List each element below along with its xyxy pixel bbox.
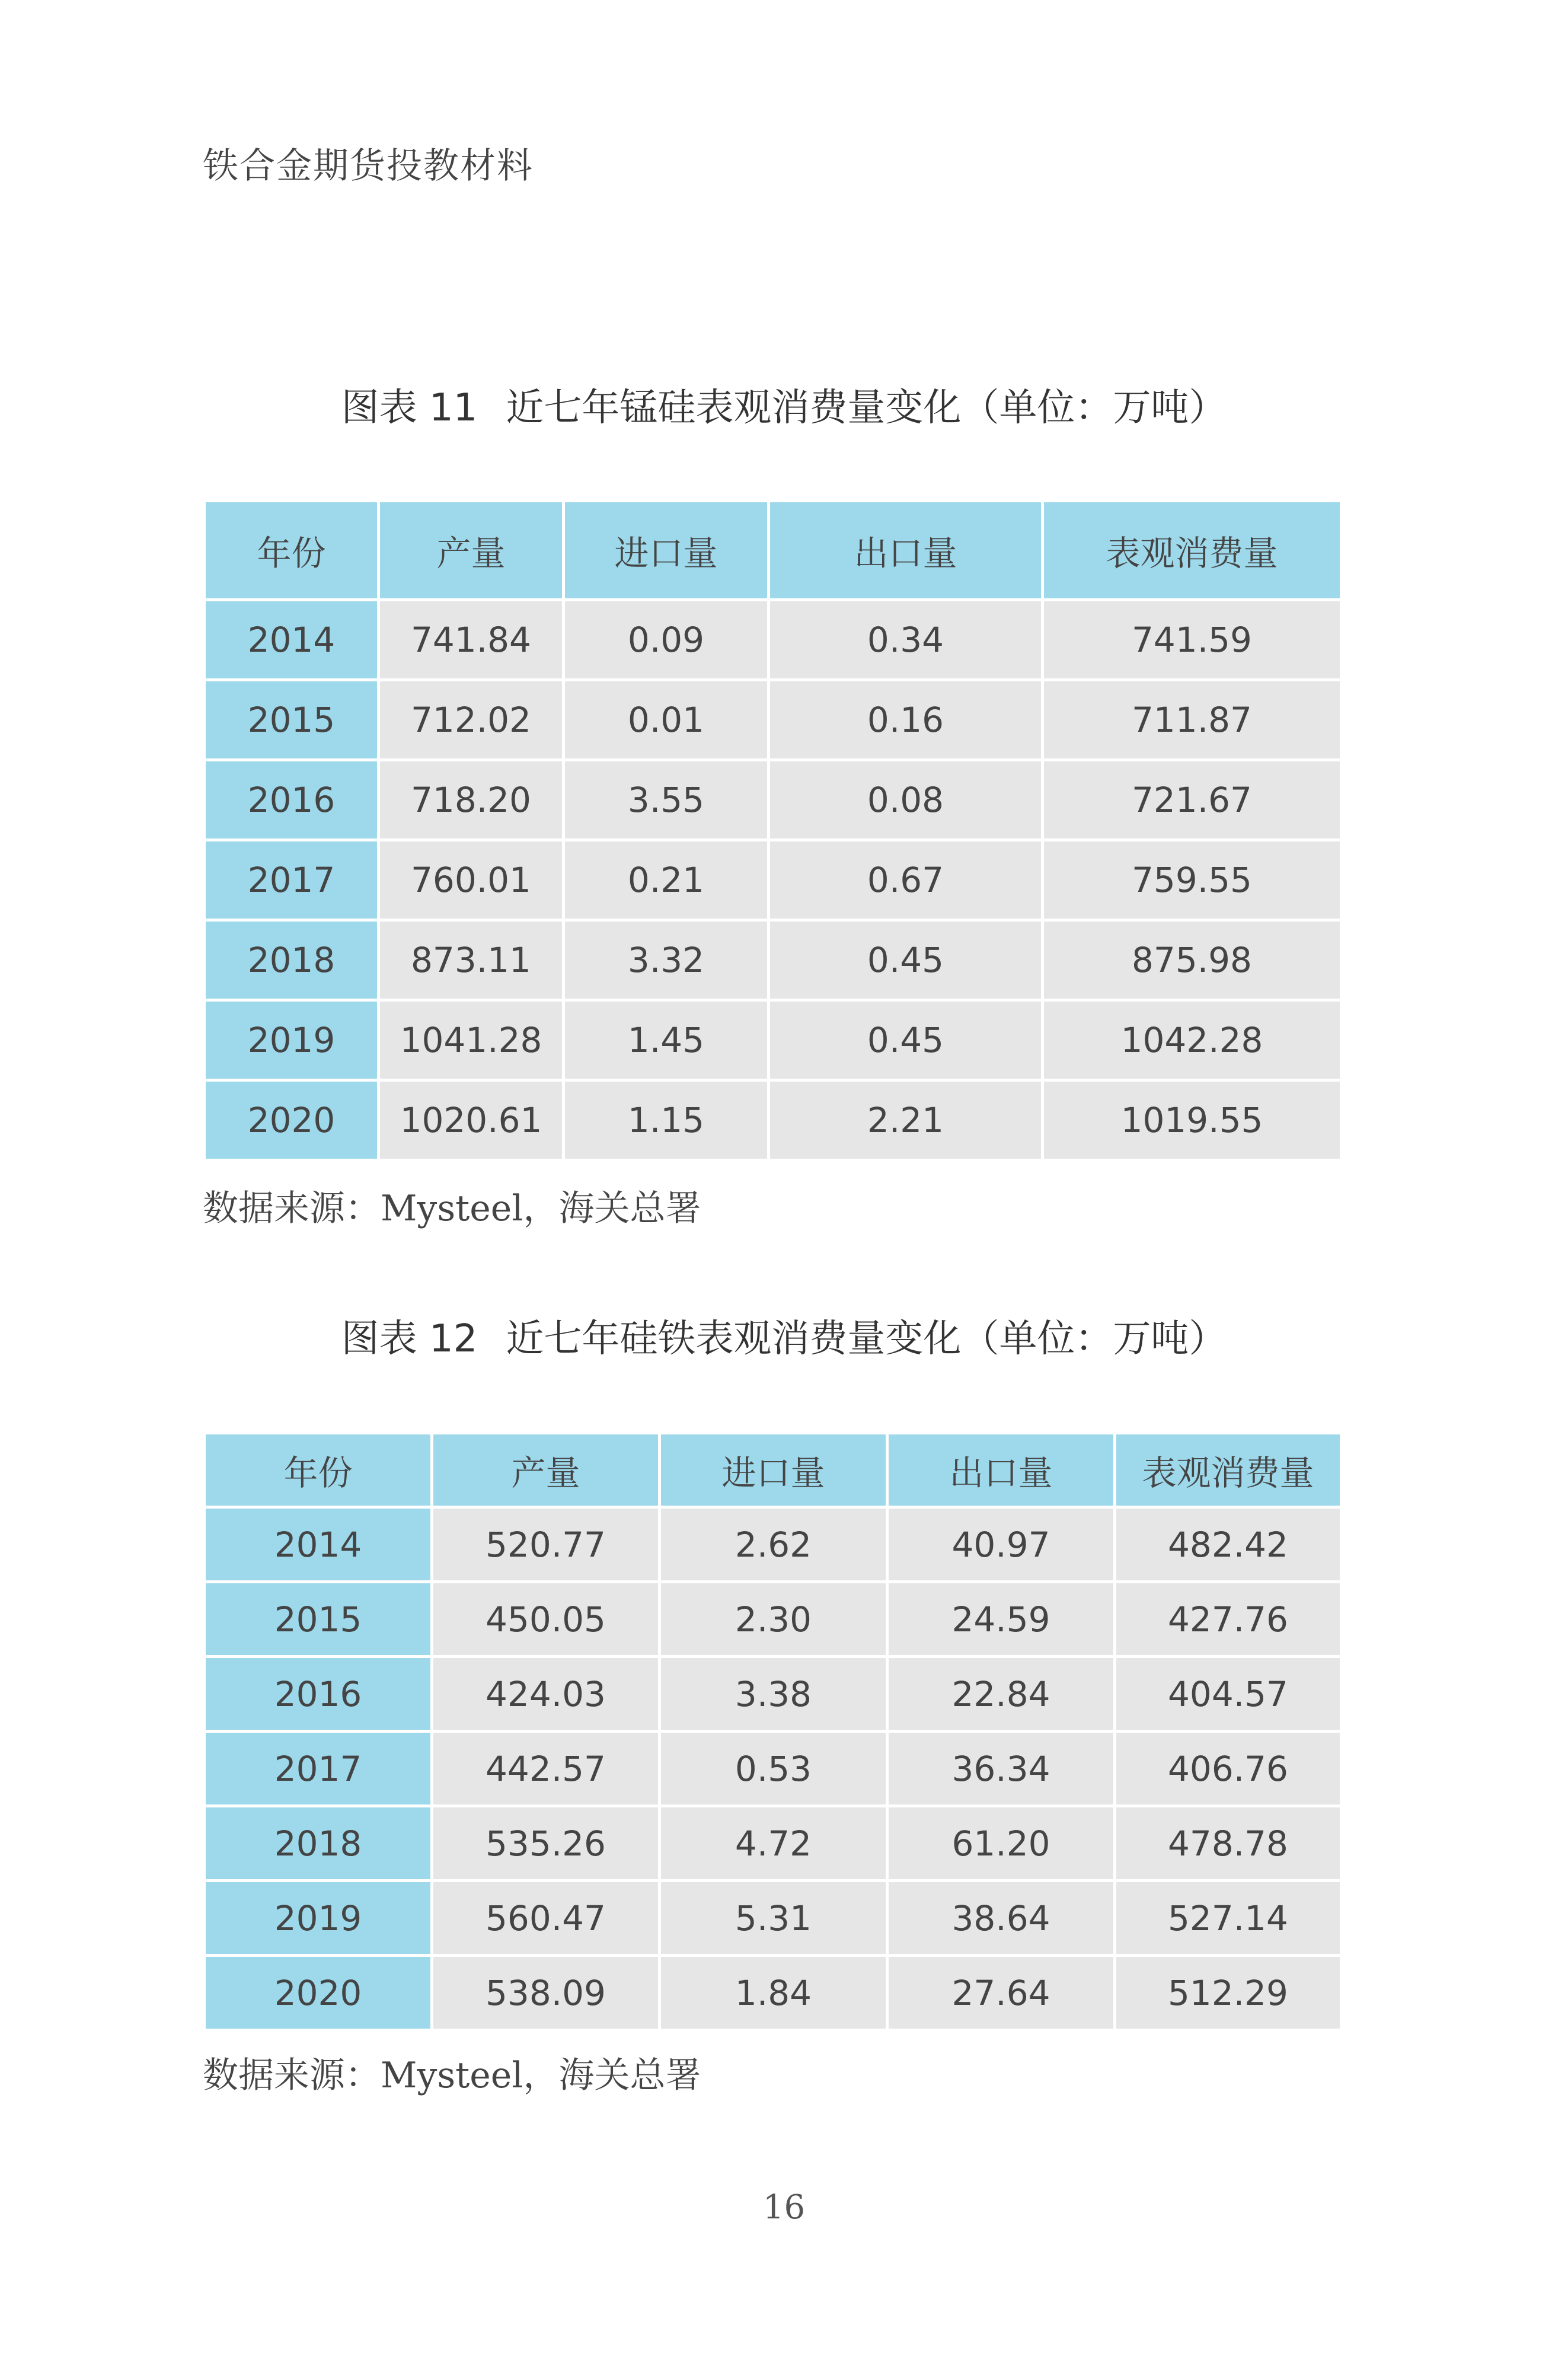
table2-source-note: 数据来源：Mysteel，海关总署 bbox=[203, 2055, 701, 2096]
column-header-year: 年份 bbox=[205, 1433, 432, 1507]
year-cell: 2020 bbox=[205, 1080, 379, 1160]
year-cell: 2014 bbox=[205, 600, 379, 680]
production-cell: 741.84 bbox=[379, 600, 564, 680]
import-cell: 3.38 bbox=[660, 1657, 887, 1732]
import-cell: 5.31 bbox=[660, 1881, 887, 1956]
table-row bbox=[205, 1657, 1342, 1732]
consumption-cell: 721.67 bbox=[1043, 760, 1342, 840]
import-cell: 3.32 bbox=[564, 920, 769, 1000]
column-header-import: 进口量 bbox=[564, 501, 769, 600]
production-cell: 535.26 bbox=[432, 1806, 660, 1881]
table1-source-note: 数据来源：Mysteel，海关总署 bbox=[203, 1188, 701, 1229]
table1-caption-number: 图表 11 bbox=[341, 386, 478, 430]
table-row bbox=[205, 1806, 1342, 1881]
year-cell: 2019 bbox=[205, 1881, 432, 1956]
import-cell: 0.21 bbox=[564, 840, 769, 920]
production-cell: 450.05 bbox=[432, 1582, 660, 1657]
export-cell: 0.45 bbox=[769, 1000, 1043, 1080]
consumption-cell: 527.14 bbox=[1115, 1881, 1342, 1956]
import-cell: 0.09 bbox=[564, 600, 769, 680]
import-cell: 3.55 bbox=[564, 760, 769, 840]
column-header-apparent-consumption: 表观消费量 bbox=[1043, 501, 1342, 600]
table-row bbox=[205, 1507, 1342, 1582]
consumption-cell: 512.29 bbox=[1115, 1956, 1342, 2030]
table-header-row bbox=[205, 501, 1342, 600]
column-header-export: 出口量 bbox=[887, 1433, 1115, 1507]
production-cell: 560.47 bbox=[432, 1881, 660, 1956]
table2-caption bbox=[0, 1308, 1568, 1363]
manganese-silicon-consumption-table bbox=[203, 499, 1343, 1162]
production-cell: 873.11 bbox=[379, 920, 564, 1000]
year-cell: 2017 bbox=[205, 1732, 432, 1806]
column-header-production: 产量 bbox=[432, 1433, 660, 1507]
production-cell: 760.01 bbox=[379, 840, 564, 920]
consumption-cell: 1042.28 bbox=[1043, 1000, 1342, 1080]
year-cell: 2016 bbox=[205, 760, 379, 840]
year-cell: 2015 bbox=[205, 680, 379, 760]
export-cell: 24.59 bbox=[887, 1582, 1115, 1657]
export-cell: 22.84 bbox=[887, 1657, 1115, 1732]
table-row bbox=[205, 600, 1342, 680]
import-cell: 0.53 bbox=[660, 1732, 887, 1806]
export-cell: 38.64 bbox=[887, 1881, 1115, 1956]
table-row bbox=[205, 680, 1342, 760]
ferrosilicon-consumption-table bbox=[203, 1431, 1343, 2032]
consumption-cell: 427.76 bbox=[1115, 1582, 1342, 1657]
production-cell: 424.03 bbox=[432, 1657, 660, 1732]
export-cell: 2.21 bbox=[769, 1080, 1043, 1160]
production-cell: 718.20 bbox=[379, 760, 564, 840]
consumption-cell: 406.76 bbox=[1115, 1732, 1342, 1806]
export-cell: 0.16 bbox=[769, 680, 1043, 760]
production-cell: 1041.28 bbox=[379, 1000, 564, 1080]
table-row bbox=[205, 760, 1342, 840]
consumption-cell: 711.87 bbox=[1043, 680, 1342, 760]
export-cell: 40.97 bbox=[887, 1507, 1115, 1582]
production-cell: 520.77 bbox=[432, 1507, 660, 1582]
column-header-apparent-consumption: 表观消费量 bbox=[1115, 1433, 1342, 1507]
year-cell: 2017 bbox=[205, 840, 379, 920]
table-row bbox=[205, 1000, 1342, 1080]
table-row bbox=[205, 840, 1342, 920]
table-row bbox=[205, 1582, 1342, 1657]
consumption-cell: 875.98 bbox=[1043, 920, 1342, 1000]
import-cell: 1.15 bbox=[564, 1080, 769, 1160]
export-cell: 36.34 bbox=[887, 1732, 1115, 1806]
production-cell: 712.02 bbox=[379, 680, 564, 760]
column-header-export: 出口量 bbox=[769, 501, 1043, 600]
consumption-cell: 482.42 bbox=[1115, 1507, 1342, 1582]
year-cell: 2020 bbox=[205, 1956, 432, 2030]
export-cell: 0.67 bbox=[769, 840, 1043, 920]
export-cell: 0.08 bbox=[769, 760, 1043, 840]
document-header-title: 铁合金期货投教材料 bbox=[203, 145, 534, 187]
export-cell: 0.45 bbox=[769, 920, 1043, 1000]
export-cell: 61.20 bbox=[887, 1806, 1115, 1881]
year-cell: 2016 bbox=[205, 1657, 432, 1732]
table2-caption-text: 近七年硅铁表观消费量变化（单位：万吨） bbox=[506, 1317, 1227, 1361]
consumption-cell: 759.55 bbox=[1043, 840, 1342, 920]
year-cell: 2018 bbox=[205, 920, 379, 1000]
production-cell: 442.57 bbox=[432, 1732, 660, 1806]
column-header-year: 年份 bbox=[205, 501, 379, 600]
consumption-cell: 478.78 bbox=[1115, 1806, 1342, 1881]
table-row bbox=[205, 1956, 1342, 2030]
table-row bbox=[205, 920, 1342, 1000]
table1-caption-text: 近七年锰硅表观消费量变化（单位：万吨） bbox=[506, 386, 1227, 430]
import-cell: 4.72 bbox=[660, 1806, 887, 1881]
table-row bbox=[205, 1881, 1342, 1956]
year-cell: 2015 bbox=[205, 1582, 432, 1657]
consumption-cell: 741.59 bbox=[1043, 600, 1342, 680]
column-header-production: 产量 bbox=[379, 501, 564, 600]
year-cell: 2018 bbox=[205, 1806, 432, 1881]
table-row bbox=[205, 1080, 1342, 1160]
page-number: 16 bbox=[762, 2188, 806, 2227]
import-cell: 1.45 bbox=[564, 1000, 769, 1080]
export-cell: 27.64 bbox=[887, 1956, 1115, 2030]
consumption-cell: 1019.55 bbox=[1043, 1080, 1342, 1160]
table-row bbox=[205, 1732, 1342, 1806]
table2-caption-number: 图表 12 bbox=[341, 1317, 478, 1361]
year-cell: 2019 bbox=[205, 1000, 379, 1080]
import-cell: 1.84 bbox=[660, 1956, 887, 2030]
table1-caption bbox=[0, 377, 1568, 432]
production-cell: 538.09 bbox=[432, 1956, 660, 2030]
production-cell: 1020.61 bbox=[379, 1080, 564, 1160]
consumption-cell: 404.57 bbox=[1115, 1657, 1342, 1732]
import-cell: 2.30 bbox=[660, 1582, 887, 1657]
column-header-import: 进口量 bbox=[660, 1433, 887, 1507]
table-header-row bbox=[205, 1433, 1342, 1507]
import-cell: 2.62 bbox=[660, 1507, 887, 1582]
import-cell: 0.01 bbox=[564, 680, 769, 760]
export-cell: 0.34 bbox=[769, 600, 1043, 680]
year-cell: 2014 bbox=[205, 1507, 432, 1582]
